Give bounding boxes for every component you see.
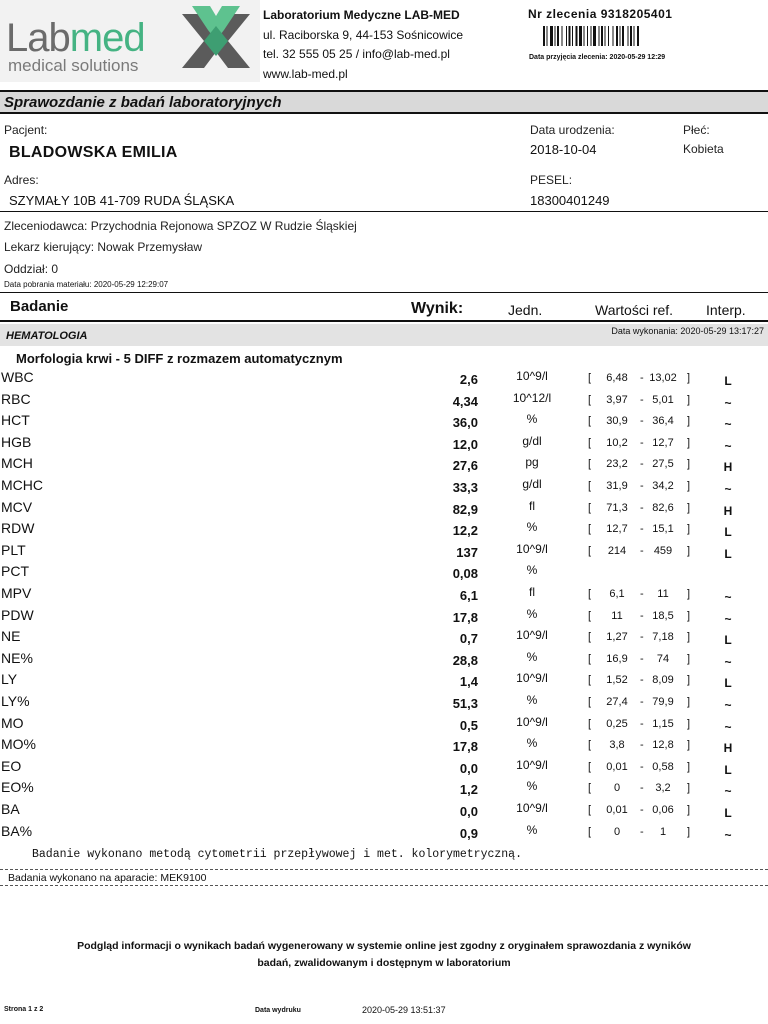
test-unit: 10^9/l bbox=[516, 628, 548, 643]
page-number: Strona 1 z 2 bbox=[4, 1006, 44, 1013]
test-unit: g/dl bbox=[522, 433, 542, 448]
range-high: 34,2 bbox=[652, 480, 674, 492]
test-name: NE bbox=[1, 628, 21, 645]
divider bbox=[0, 885, 768, 886]
reference-range: [ 23,2 - 27,5 ] bbox=[588, 458, 690, 471]
birth-label: Data urodzenia: bbox=[530, 123, 615, 137]
range-high: 1,15 bbox=[652, 717, 674, 730]
report-title: Sprawozdanie z badań laboratoryjnych bbox=[4, 94, 282, 111]
range-low: 11 bbox=[611, 609, 623, 622]
test-name: NE% bbox=[1, 649, 33, 666]
barcode-icon bbox=[543, 26, 677, 46]
col-unit: Jedn. bbox=[508, 302, 543, 318]
interpretation-flag: H bbox=[723, 741, 733, 756]
reference-range: [ 0,25 - 1,15 ] bbox=[588, 717, 690, 730]
test-unit: g/dl bbox=[522, 477, 542, 491]
table-row bbox=[0, 584, 768, 605]
test-name: EO% bbox=[1, 779, 34, 796]
reference-range: [ 11 - 18,5 ] bbox=[588, 609, 690, 622]
range-low: 0 bbox=[613, 782, 621, 795]
divider bbox=[0, 292, 768, 293]
interpretation-flag: H bbox=[723, 460, 733, 475]
test-unit: fl bbox=[529, 498, 535, 513]
col-test: Badanie bbox=[10, 298, 69, 315]
table-row bbox=[0, 757, 768, 778]
table-row bbox=[0, 627, 768, 648]
test-unit: % bbox=[526, 563, 538, 578]
table-row bbox=[0, 433, 768, 454]
reference-range: [ 3,97 - 5,01 ] bbox=[588, 393, 690, 406]
test-result: 51,3 bbox=[452, 696, 478, 711]
table-row bbox=[0, 649, 768, 670]
divider bbox=[0, 869, 768, 870]
test-unit: 10^9/l bbox=[516, 801, 548, 815]
test-result: 82,9 bbox=[452, 501, 478, 517]
interpretation-flag: ~ bbox=[724, 417, 732, 432]
range-high: 13,02 bbox=[649, 372, 677, 384]
report-title-bar bbox=[0, 90, 768, 114]
test-name: WBC bbox=[1, 369, 34, 385]
logo-tagline: medical solutions bbox=[8, 56, 139, 75]
range-low: 0,01 bbox=[606, 760, 628, 773]
test-name: EO bbox=[1, 757, 22, 774]
execution-date: Data wykonania: 2020-05-29 13:17:27 bbox=[611, 326, 764, 336]
interpretation-flag: ~ bbox=[724, 827, 732, 842]
table-row bbox=[0, 498, 768, 519]
reference-range: [ 6,1 - 11 ] bbox=[588, 588, 690, 600]
table-row bbox=[0, 735, 768, 756]
interpretation-flag: L bbox=[724, 633, 732, 648]
test-unit: 10^9/l bbox=[516, 369, 548, 383]
test-unit: % bbox=[526, 779, 538, 794]
table-row bbox=[0, 411, 768, 432]
section-name: HEMATOLOGIA bbox=[6, 330, 88, 342]
ward: Oddział: 0 bbox=[4, 262, 59, 276]
interpretation-flag: L bbox=[724, 374, 732, 388]
range-high: 0,58 bbox=[652, 760, 674, 773]
reference-range: [ 27,4 - 79,9 ] bbox=[588, 696, 690, 708]
test-unit: 10^9/l bbox=[516, 714, 548, 729]
table-row bbox=[0, 606, 768, 627]
table-row bbox=[0, 800, 768, 821]
interpretation-flag: L bbox=[724, 676, 732, 691]
test-result: 1,2 bbox=[459, 782, 478, 798]
test-result: 0,08 bbox=[452, 566, 478, 582]
test-name: BA bbox=[1, 801, 20, 817]
reference-range: [ 1,27 - 7,18 ] bbox=[588, 631, 690, 644]
range-high: 459 bbox=[653, 544, 673, 557]
test-result: 12,2 bbox=[452, 523, 478, 539]
test-name: MO bbox=[1, 714, 24, 731]
orderer-client: Zleceniodawca: Przychodnia Rejonowa SPZOZ W Rudzie Śląskiej bbox=[4, 219, 357, 233]
range-high: 11 bbox=[657, 588, 669, 600]
col-result: Wynik: bbox=[411, 300, 464, 317]
reference-range: [ 0,01 - 0,58 ] bbox=[588, 760, 690, 773]
lab-address: ul. Raciborska 9, 44-153 Sośnicowice bbox=[263, 27, 464, 42]
test-result: 6,1 bbox=[459, 588, 478, 603]
test-result: 28,8 bbox=[452, 652, 478, 668]
range-low: 6,48 bbox=[606, 372, 628, 384]
range-low: 0,01 bbox=[606, 804, 628, 816]
range-high: 5,01 bbox=[652, 393, 674, 406]
lab-name: Laboratorium Medyczne LAB-MED bbox=[263, 8, 460, 22]
reference-range: [ 10,2 - 12,7 ] bbox=[588, 436, 690, 449]
table-row bbox=[0, 368, 768, 389]
test-name: MCV bbox=[1, 498, 33, 515]
divider bbox=[0, 320, 768, 322]
interpretation-flag: ~ bbox=[724, 719, 732, 734]
test-name: MPV bbox=[1, 585, 32, 601]
received-date: Data przyjęcia zlecenia: 2020-05-29 12:29 bbox=[529, 54, 666, 61]
test-result: 2,6 bbox=[459, 372, 478, 387]
test-name: PDW bbox=[1, 606, 34, 623]
pesel-label: PESEL: bbox=[530, 173, 573, 187]
test-unit: % bbox=[526, 412, 538, 427]
test-result: 137 bbox=[456, 544, 478, 560]
range-low: 1,52 bbox=[606, 674, 628, 687]
col-ref: Wartości ref. bbox=[595, 302, 674, 318]
range-low: 31,9 bbox=[606, 480, 628, 492]
test-result: 4,34 bbox=[452, 393, 478, 409]
test-name: BA% bbox=[1, 822, 33, 839]
test-unit: % bbox=[526, 822, 538, 837]
test-unit: % bbox=[526, 693, 538, 707]
interpretation-flag: ~ bbox=[724, 438, 732, 453]
test-result: 0,0 bbox=[459, 804, 478, 819]
test-result: 0,5 bbox=[459, 717, 478, 733]
table-row bbox=[0, 519, 768, 540]
range-low: 16,9 bbox=[606, 652, 628, 665]
reference-range: [ 30,9 - 36,4 ] bbox=[588, 415, 690, 428]
test-result: 36,0 bbox=[452, 415, 478, 431]
test-result: 0,0 bbox=[459, 760, 478, 776]
test-unit: % bbox=[526, 520, 538, 535]
range-low: 0 bbox=[613, 825, 621, 838]
divider bbox=[0, 211, 768, 212]
reference-range: [ 0,01 - 0,06 ] bbox=[588, 804, 690, 816]
test-unit: % bbox=[526, 606, 538, 621]
table-row bbox=[0, 692, 768, 713]
reference-range: [ 71,3 - 82,6 ] bbox=[588, 501, 690, 514]
range-high: 27,5 bbox=[652, 458, 674, 471]
test-name: MCHC bbox=[1, 477, 43, 493]
range-high: 74 bbox=[656, 652, 670, 665]
range-low: 27,4 bbox=[606, 696, 628, 708]
address-label: Adres: bbox=[4, 173, 39, 187]
panel-title: Morfologia krwi - 5 DIFF z rozmazem automatycznym bbox=[16, 351, 343, 366]
reference-range: [ 12,7 - 15,1 ] bbox=[588, 523, 690, 536]
test-result: 17,8 bbox=[452, 609, 478, 625]
test-unit: 10^9/l bbox=[516, 757, 548, 772]
test-unit: % bbox=[526, 736, 538, 751]
reference-range: [ 6,48 - 13,02 ] bbox=[588, 372, 690, 384]
test-name: MCH bbox=[1, 455, 33, 472]
birth-date: 2018-10-04 bbox=[530, 142, 597, 157]
section-header bbox=[0, 324, 768, 346]
referring-doctor: Lekarz kierujący: Nowak Przemysław bbox=[4, 240, 203, 254]
range-low: 0,25 bbox=[606, 717, 628, 730]
test-result: 33,3 bbox=[452, 480, 478, 495]
test-name: RDW bbox=[1, 520, 35, 537]
test-name: MO% bbox=[1, 736, 36, 753]
interpretation-flag: L bbox=[724, 525, 732, 540]
test-result: 17,8 bbox=[452, 739, 478, 755]
range-low: 23,2 bbox=[606, 458, 628, 471]
interpretation-flag: ~ bbox=[724, 395, 732, 410]
interpretation-flag: L bbox=[724, 806, 732, 820]
test-name: PLT bbox=[1, 541, 26, 558]
col-interp: Interp. bbox=[706, 302, 746, 318]
method-note: Badanie wykonano metodą cytometrii przepływowej i met. kolorymetryczną. bbox=[32, 848, 522, 861]
test-result: 0,9 bbox=[459, 825, 478, 841]
validity-notice: Podgląd informacji o wynikach badań wygenerowany w systemie online jest zgodny z oryginałem sprawozdania z wyników badań, zwalidowanym i dostępnym w laboratorium bbox=[77, 940, 691, 969]
table-row bbox=[0, 714, 768, 735]
sample-date: Data pobrania materiału: 2020-05-29 12:29:07 bbox=[4, 280, 169, 289]
test-unit: 10^12/l bbox=[512, 390, 552, 405]
logo-cross-icon bbox=[174, 4, 258, 78]
test-name: RBC bbox=[1, 390, 31, 407]
table-row bbox=[0, 454, 768, 475]
range-low: 1,27 bbox=[606, 631, 628, 644]
range-high: 82,6 bbox=[652, 501, 674, 514]
print-label: Data wydruku bbox=[255, 1007, 301, 1014]
test-result: 1,4 bbox=[459, 674, 478, 690]
range-low: 71,3 bbox=[606, 501, 628, 514]
test-name: LY% bbox=[1, 693, 30, 709]
logo bbox=[0, 0, 260, 82]
interpretation-flag: ~ bbox=[724, 482, 732, 496]
order-number: Nr zlecenia 9318205401 bbox=[528, 7, 673, 21]
range-high: 0,06 bbox=[652, 804, 674, 816]
device-note: Badania wykonano na aparacie: MEK9100 bbox=[8, 872, 207, 884]
interpretation-flag: ~ bbox=[724, 590, 732, 604]
patient-name: BLADOWSKA EMILIA bbox=[9, 144, 178, 161]
patient-address: SZYMAŁY 10B 41-709 RUDA ŚLĄSKA bbox=[9, 193, 235, 208]
lab-website: www.lab-med.pl bbox=[263, 66, 348, 81]
table-row bbox=[0, 778, 768, 799]
range-low: 12,7 bbox=[606, 523, 628, 536]
interpretation-flag: ~ bbox=[724, 784, 732, 799]
range-high: 7,18 bbox=[652, 631, 674, 644]
reference-range: [ 214 - 459 ] bbox=[588, 544, 690, 557]
test-result: 12,0 bbox=[452, 436, 478, 452]
test-result: 0,7 bbox=[459, 631, 478, 647]
range-low: 3,97 bbox=[606, 393, 628, 406]
reference-range: [ 31,9 - 34,2 ] bbox=[588, 480, 690, 492]
reference-range: [ 3,8 - 12,8 ] bbox=[588, 739, 690, 752]
range-high: 12,8 bbox=[652, 739, 674, 752]
interpretation-flag: ~ bbox=[724, 611, 732, 626]
test-unit: pg bbox=[525, 455, 539, 470]
range-high: 36,4 bbox=[652, 415, 674, 428]
reference-range: [ 16,9 - 74 ] bbox=[588, 652, 690, 665]
table-row bbox=[0, 822, 768, 843]
table-row bbox=[0, 390, 768, 411]
lab-contact-block bbox=[263, 6, 463, 84]
interpretation-flag: ~ bbox=[724, 654, 732, 669]
table-row bbox=[0, 670, 768, 691]
table-row bbox=[0, 541, 768, 562]
reference-range: [ 0 - 3,2 ] bbox=[588, 782, 690, 795]
test-unit: % bbox=[526, 649, 538, 664]
patient-label: Pacjent: bbox=[4, 123, 48, 137]
sex-value: Kobieta bbox=[683, 142, 724, 156]
range-high: 8,09 bbox=[652, 674, 674, 687]
test-name: HGB bbox=[1, 433, 32, 450]
range-high: 18,5 bbox=[652, 609, 674, 622]
test-unit: 10^9/l bbox=[516, 671, 548, 686]
test-name: HCT bbox=[1, 412, 30, 429]
range-high: 1 bbox=[659, 825, 667, 838]
range-high: 79,9 bbox=[652, 696, 674, 708]
range-low: 214 bbox=[607, 544, 627, 557]
reference-range: [ 1,52 - 8,09 ] bbox=[588, 674, 690, 687]
reference-range: [ 0 - 1 ] bbox=[588, 825, 690, 838]
test-name: LY bbox=[1, 671, 18, 688]
test-name: PCT bbox=[1, 563, 29, 580]
pesel-value: 18300401249 bbox=[530, 193, 610, 208]
test-result: 27,6 bbox=[452, 458, 478, 474]
logo-wordmark: Labmed bbox=[6, 16, 145, 60]
test-unit: 10^9/l bbox=[516, 541, 548, 556]
interpretation-flag: L bbox=[724, 762, 732, 777]
test-unit: fl bbox=[529, 585, 535, 599]
table-row bbox=[0, 562, 768, 583]
range-low: 30,9 bbox=[606, 415, 628, 428]
range-low: 3,8 bbox=[609, 739, 625, 752]
range-high: 15,1 bbox=[652, 523, 674, 536]
print-date: 2020-05-29 13:51:37 bbox=[362, 1005, 446, 1015]
range-high: 3,2 bbox=[655, 782, 671, 795]
range-low: 6,1 bbox=[609, 588, 625, 600]
interpretation-flag: ~ bbox=[724, 698, 732, 712]
sex-label: Płeć: bbox=[683, 123, 710, 137]
interpretation-flag: L bbox=[724, 546, 732, 561]
interpretation-flag: H bbox=[723, 503, 733, 518]
table-row bbox=[0, 476, 768, 497]
range-high: 12,7 bbox=[652, 436, 674, 449]
range-low: 10,2 bbox=[606, 436, 628, 449]
lab-contact: tel. 32 555 05 25 / info@lab-med.pl bbox=[263, 47, 450, 61]
